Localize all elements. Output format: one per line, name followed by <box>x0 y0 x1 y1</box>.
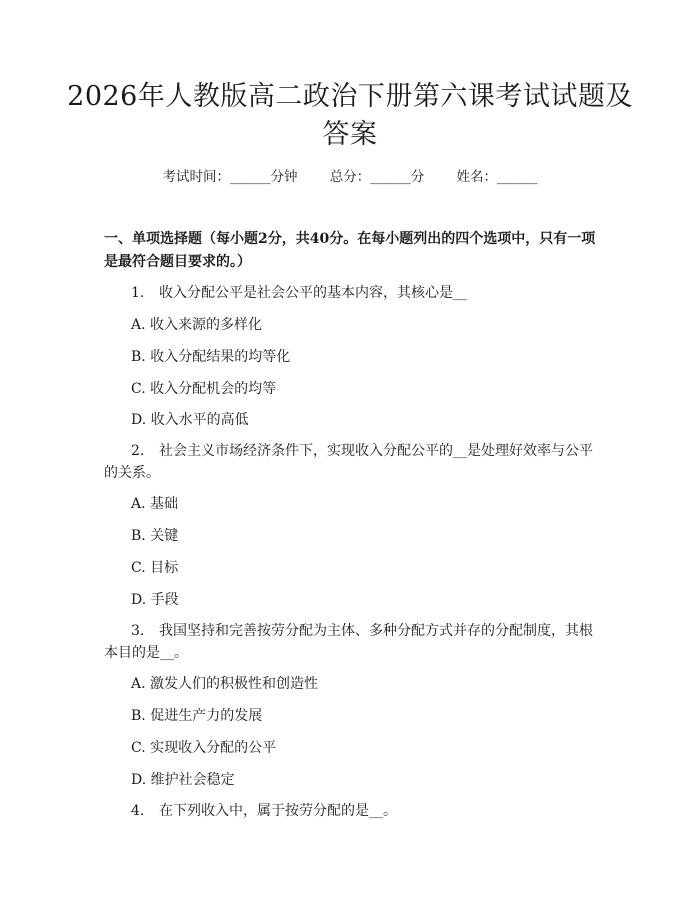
option-3c: C. 实现收入分配的公平 <box>131 740 277 756</box>
option-1c: C. 收入分配机会的均等 <box>131 381 277 397</box>
option-3a: A. 激发人们的积极性和创造性 <box>131 676 319 692</box>
option-1b: B. 收入分配结果的均等化 <box>131 349 291 365</box>
option-2c: C. 目标 <box>131 560 179 576</box>
option-1d: D. 收入水平的高低 <box>131 412 249 428</box>
question-text: 我国坚持和完善按劳分配为主体、多种分配方式并存的分配制度，其根本目的是__。 <box>104 623 593 661</box>
exam-time: 考试时间：______分钟 <box>162 169 298 185</box>
option-2d: D. 手段 <box>131 592 179 608</box>
option-2b: B. 关键 <box>131 528 179 544</box>
total-score: 总分：______分 <box>329 169 425 185</box>
option-3d: D. 维护社会稳定 <box>131 772 235 788</box>
question-text: 收入分配公平是社会公平的基本内容，其核心是__ <box>159 285 467 301</box>
option-3b: B. 促进生产力的发展 <box>131 708 263 724</box>
page-title: 2026年人教版高二政治下册第六课考试试题及答案 <box>67 81 633 150</box>
question-4 <box>104 800 598 822</box>
question-3 <box>104 620 598 664</box>
question-number: 2. <box>131 443 145 459</box>
option-1a: A. 收入来源的多样化 <box>131 317 263 333</box>
exam-meta <box>0 167 700 187</box>
question-2 <box>104 440 598 484</box>
question-text: 社会主义市场经济条件下，实现收入分配公平的__是处理好效率与公平的关系。 <box>104 443 593 481</box>
question-text: 在下列收入中，属于按劳分配的是__。 <box>159 803 397 819</box>
section-heading: 一、单项选择题（每小题2分，共40分。在每小题列出的四个选项中，只有一项是最符合题目要求的。） <box>104 231 596 270</box>
question-1 <box>104 282 598 304</box>
option-2a: A. 基础 <box>131 496 179 512</box>
student-name: 姓名：______ <box>456 169 538 185</box>
question-number: 1. <box>131 285 145 301</box>
question-number: 4. <box>131 803 145 819</box>
question-number: 3. <box>131 623 145 639</box>
